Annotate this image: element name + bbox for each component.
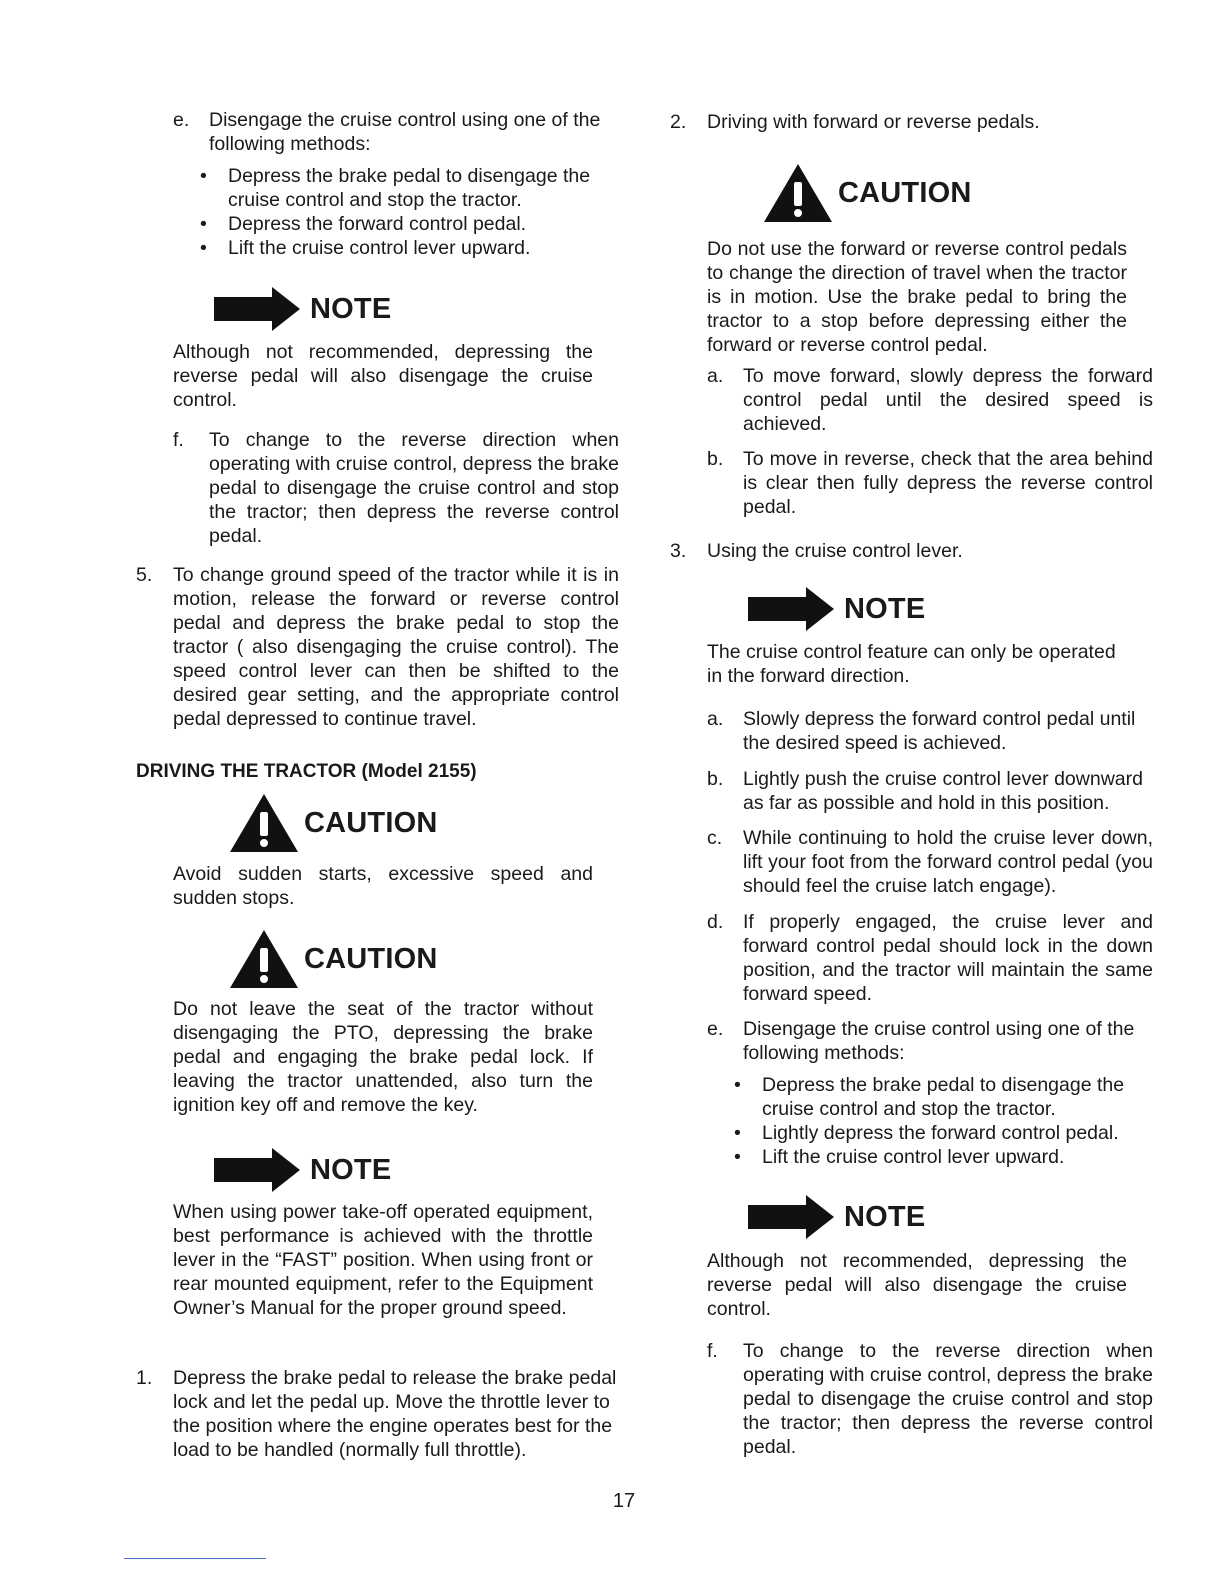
step-3d-label: d. [707,911,724,933]
note-text: When using power take-off operated equipment, best performance is achieved with the throttle lever in the “FAST” position. When using front or rear mounted equipment, refer to the Equipment Owner’s Manual for the proper ground speed. [173,1201,593,1319]
note-title: NOTE [310,292,392,325]
step-3b-text: Lightly push the cruise control lever downward as far as possible and hold in this position. [743,768,1143,814]
step-3b-label: b. [707,768,724,790]
note-banner [748,584,925,634]
arrow-right-icon [748,1195,834,1239]
step-f-label: f. [173,429,184,451]
section-heading: DRIVING THE TRACTOR (Model 2155) [136,761,477,782]
step-3-text: Using the cruise control lever. [707,540,963,562]
note-title: NOTE [310,1153,392,1186]
caution-text: Do not use the forward or reverse control pedals to change the direction of travel when the tractor is in motion. Use the brake pedal to bring the tractor to a stop before depressing either the forward or reverse control pedal. [707,238,1127,356]
step-3c-text: While continuing to hold the cruise lever down, lift your foot from the forward control pedal (you should feel the cruise latch engage). [743,827,1153,897]
note-banner [748,1192,925,1242]
step-3f-label: f. [707,1340,718,1362]
arrow-right-icon [214,287,300,331]
arrow-right-icon [748,587,834,631]
footer-divider [124,1558,266,1559]
caution-title: CAUTION [304,806,438,839]
list-item: • Lift the cruise control lever upward. [228,236,620,260]
caution-banner [228,790,438,856]
note-text: Although not recommended, depressing the reverse pedal will also disengage the cruise control. [707,1250,1127,1320]
caution-title: CAUTION [838,176,972,209]
step-2a-label: a. [707,365,724,387]
list-item: • Depress the brake pedal to disengage the cruise control and stop the tractor. [762,1073,1154,1121]
step-2b-label: b. [707,448,724,470]
caution-banner [762,160,972,226]
list-item: • Depress the forward control pedal. [228,212,620,236]
caution-title: CAUTION [304,942,438,975]
note-banner [214,1145,391,1195]
note-text: The cruise control feature can only be operated in the forward direction. [707,641,1116,687]
step-2b-text: To move in reverse, check that the area behind is clear then fully depress the reverse control pedal. [743,448,1153,518]
note-title: NOTE [844,1200,926,1233]
list-item: • Lightly depress the forward control pedal. [762,1121,1154,1145]
step-2-label: 2. [670,111,687,133]
warning-triangle-icon [228,928,300,990]
step-3c-label: c. [707,827,723,849]
step-3e-text: Disengage the cruise control using one of the following methods: [743,1018,1135,1064]
step-3d-text: If properly engaged, the cruise lever and forward control pedal should lock in the down position, and the tractor will maintain the same forward speed. [743,911,1153,1005]
page-number: 17 [612,1490,636,1512]
step-1-label: 1. [136,1367,153,1389]
step-e-label: e. [173,109,190,131]
caution-text: Do not leave the seat of the tractor without disengaging the PTO, depressing the brake pedal and engaging the brake pedal lock. If leaving the tractor unattended, also turn the ignition key off and remove the key. [173,998,593,1116]
caution-text: Avoid sudden starts, excessive speed and sudden stops. [173,863,593,909]
note-text: Although not recommended, depressing the reverse pedal will also disengage the cruise control. [173,341,593,411]
step-3a-text: Slowly depress the forward control pedal until the desired speed is achieved. [743,708,1136,754]
step-e-text: Disengage the cruise control using one of the following methods: [209,109,601,155]
arrow-right-icon [214,1148,300,1192]
note-banner [214,284,391,334]
warning-triangle-icon [762,162,834,224]
warning-triangle-icon [228,792,300,854]
step-2-text: Driving with forward or reverse pedals. [707,111,1040,133]
step-f-text: To change to the reverse direction when operating with cruise control, depress the brake pedal to disengage the cruise control and stop the tractor; then depress the reverse control pedal. [209,429,619,547]
step-2a-text: To move forward, slowly depress the forward control pedal until the desired speed is achieved. [743,365,1153,435]
caution-banner [228,926,438,992]
step-3f-text: To change to the reverse direction when operating with cruise control, depress the brake pedal to disengage the cruise control and stop the tractor; then depress the reverse control pedal. [743,1340,1153,1458]
step-5-text: To change ground speed of the tractor while it is in motion, release the forward or reverse control pedal and depress the brake pedal to stop the tractor ( also disengaging the cruise control). The speed control lever can then be shifted to the desired gear setting, and the appropriate control pedal depressed to continue travel. [173,564,619,730]
list-item: • Lift the cruise control lever upward. [762,1145,1154,1169]
list-item: • Depress the brake pedal to disengage the cruise control and stop the tractor. [228,164,620,212]
step-3e-label: e. [707,1018,724,1040]
step-3-label: 3. [670,540,687,562]
step-5-label: 5. [136,564,153,586]
note-title: NOTE [844,592,926,625]
step-3a-label: a. [707,708,724,730]
step-1-text: Depress the brake pedal to release the brake pedal lock and let the pedal up. Move the throttle lever to the position where the engine operates best for the load to be handled (normally full throttle). [173,1367,617,1461]
